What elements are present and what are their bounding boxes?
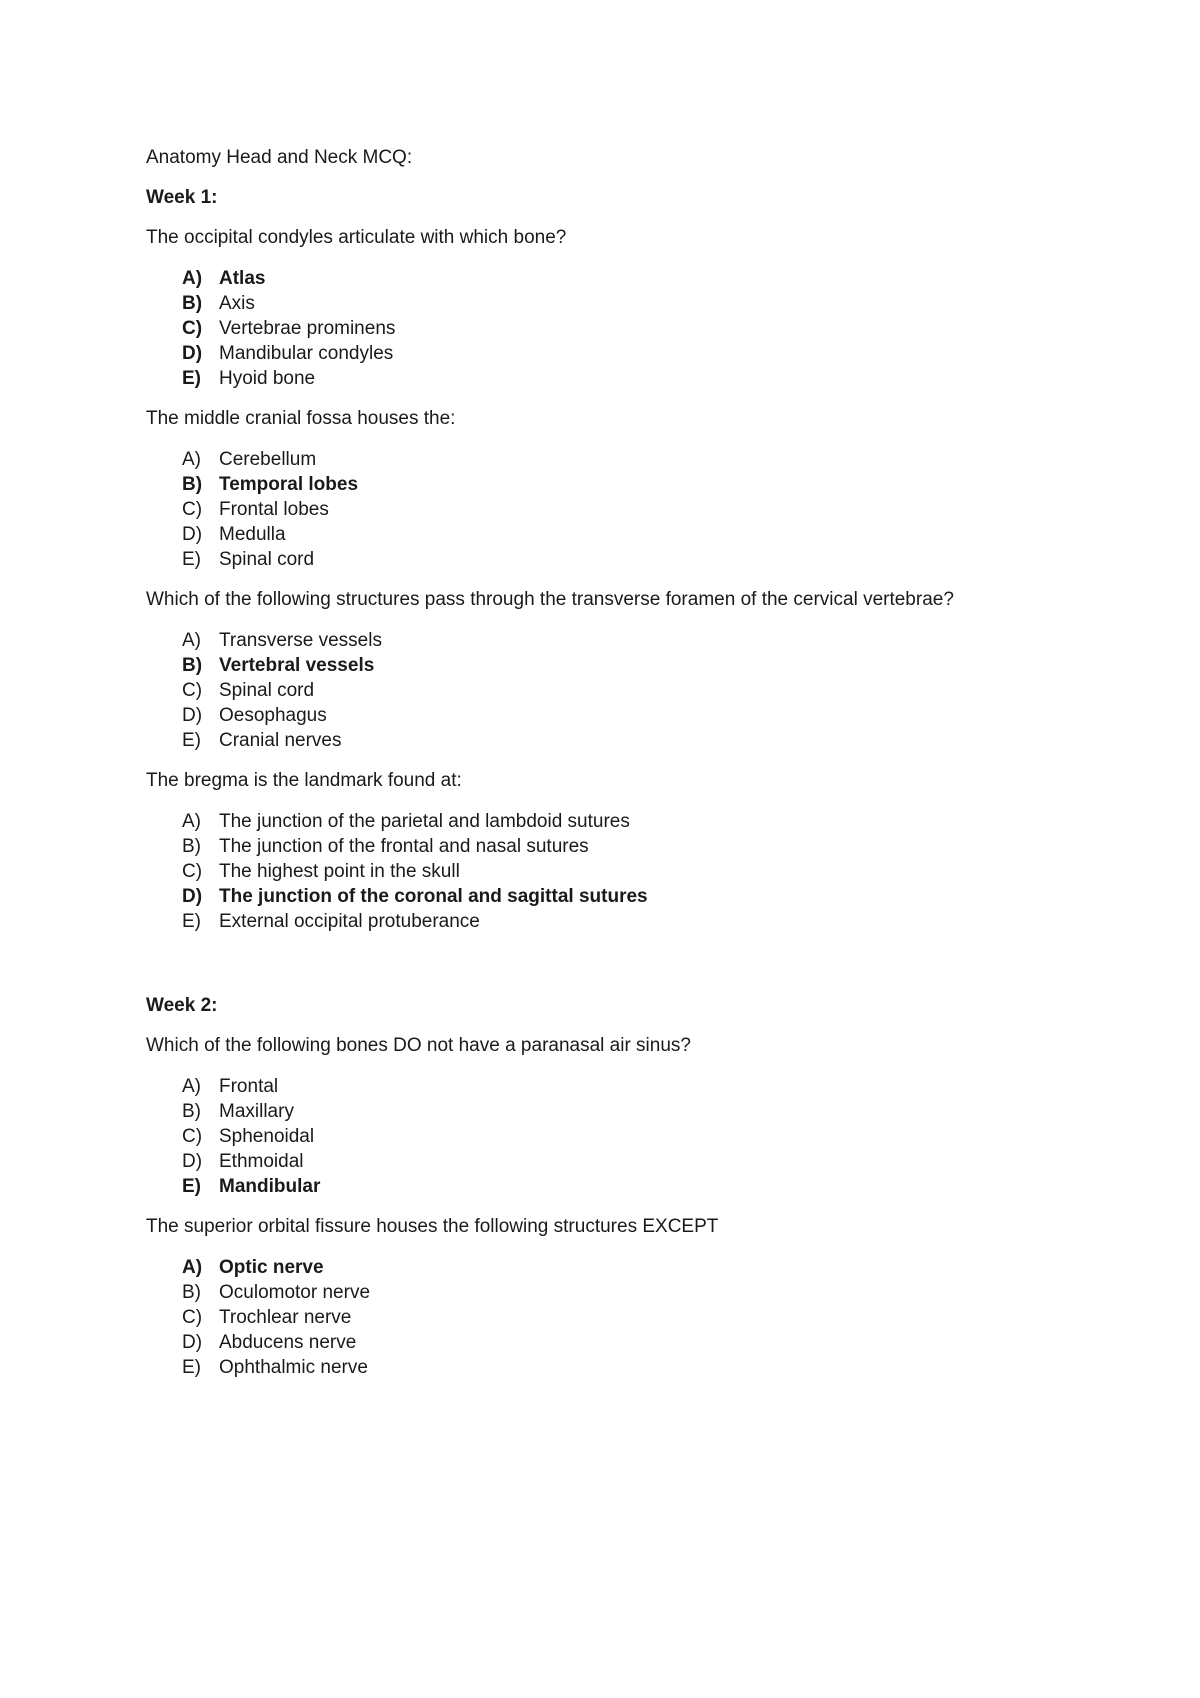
answer-option: [182, 366, 1106, 391]
option-text: Atlas: [219, 268, 266, 289]
option-letter: A): [182, 449, 201, 470]
answer-option: [182, 628, 1106, 653]
answer-option-correct: [182, 653, 1106, 678]
answer-options-list: [146, 1255, 1106, 1380]
answer-option: [182, 1074, 1106, 1099]
answer-option: [182, 497, 1106, 522]
answer-option: [182, 834, 1106, 859]
option-letter: C): [182, 680, 203, 701]
option-letter: C): [182, 1126, 203, 1147]
option-letter: E): [182, 368, 201, 389]
option-text: Vertebrae prominens: [219, 318, 396, 339]
answer-option: [182, 1330, 1106, 1355]
document-title: Anatomy Head and Neck MCQ:: [146, 147, 413, 168]
option-letter: A): [182, 1257, 203, 1278]
option-text: Axis: [219, 293, 255, 314]
answer-option: [182, 909, 1106, 934]
answer-option: [182, 1305, 1106, 1330]
option-text: Abducens nerve: [219, 1332, 357, 1353]
option-text: Sphenoidal: [219, 1126, 315, 1147]
option-letter: B): [182, 1282, 201, 1303]
answer-option-correct: [182, 884, 1106, 909]
answer-option: [182, 1355, 1106, 1380]
option-text: Optic nerve: [219, 1257, 324, 1278]
option-text: Maxillary: [219, 1101, 294, 1122]
option-text: Frontal: [219, 1076, 279, 1097]
weeks-container: [146, 186, 1106, 1380]
option-text: Spinal cord: [219, 549, 315, 570]
option-text: Ophthalmic nerve: [219, 1357, 368, 1378]
option-text: External occipital protuberance: [219, 911, 480, 932]
option-text: Mandibular: [219, 1176, 321, 1197]
option-letter: E): [182, 549, 201, 570]
option-text: The junction of the coronal and sagittal sutures: [219, 886, 648, 907]
answer-option-correct: [182, 472, 1106, 497]
option-letter: E): [182, 730, 201, 751]
option-text: Medulla: [219, 524, 286, 545]
answer-option-correct: [182, 1174, 1106, 1199]
option-letter: A): [182, 811, 201, 832]
answer-option: [182, 1099, 1106, 1124]
option-letter: E): [182, 1357, 201, 1378]
option-letter: C): [182, 499, 203, 520]
question-text: Which of the following structures pass through the transverse foramen of the cervical vertebrae?: [146, 589, 954, 610]
week-heading: Week 1:: [146, 187, 218, 208]
document-page: [146, 146, 1106, 1380]
option-letter: D): [182, 1151, 203, 1172]
answer-options-list: [146, 628, 1106, 753]
answer-options-list: [146, 1074, 1106, 1199]
option-letter: A): [182, 630, 201, 651]
answer-option: [182, 703, 1106, 728]
option-text: Temporal lobes: [219, 474, 359, 495]
option-text: Oesophagus: [219, 705, 327, 726]
option-text: The highest point in the skull: [219, 861, 460, 882]
answer-option: [182, 522, 1106, 547]
option-text: Hyoid bone: [219, 368, 316, 389]
answer-option: [182, 728, 1106, 753]
option-text: Transverse vessels: [219, 630, 382, 651]
option-letter: B): [182, 474, 203, 495]
answer-options-list: [146, 266, 1106, 391]
option-letter: E): [182, 1176, 201, 1197]
option-letter: E): [182, 911, 201, 932]
answer-option-correct: [182, 1255, 1106, 1280]
option-letter: C): [182, 318, 203, 339]
option-letter: D): [182, 1332, 203, 1353]
answer-options-list: [146, 447, 1106, 572]
option-letter: A): [182, 268, 203, 289]
option-text: Frontal lobes: [219, 499, 329, 520]
option-text: Vertebral vessels: [219, 655, 375, 676]
week-heading: Week 2:: [146, 995, 218, 1016]
question-text: Which of the following bones DO not have a paranasal air sinus?: [146, 1035, 691, 1056]
question-text: The middle cranial fossa houses the:: [146, 408, 456, 429]
question-text: The occipital condyles articulate with which bone?: [146, 227, 567, 248]
answer-option: [182, 678, 1106, 703]
option-letter: B): [182, 1101, 201, 1122]
option-text: Cerebellum: [219, 449, 317, 470]
option-letter: B): [182, 836, 201, 857]
answer-option: [182, 447, 1106, 472]
answer-option: [182, 859, 1106, 884]
option-text: Trochlear nerve: [219, 1307, 352, 1328]
option-text: Cranial nerves: [219, 730, 342, 751]
answer-option: [182, 809, 1106, 834]
option-letter: D): [182, 886, 203, 907]
answer-option: [182, 1280, 1106, 1305]
answer-option: [182, 316, 1106, 341]
answer-option: [182, 1124, 1106, 1149]
answer-option-correct: [182, 266, 1106, 291]
option-letter: C): [182, 1307, 203, 1328]
option-text: Oculomotor nerve: [219, 1282, 371, 1303]
answer-options-list: [146, 809, 1106, 934]
option-letter: C): [182, 861, 203, 882]
answer-option: [182, 1149, 1106, 1174]
option-letter: B): [182, 293, 203, 314]
option-text: Spinal cord: [219, 680, 315, 701]
option-letter: D): [182, 705, 203, 726]
answer-option: [182, 291, 1106, 316]
question-text: The bregma is the landmark found at:: [146, 770, 462, 791]
option-letter: D): [182, 343, 203, 364]
option-text: The junction of the parietal and lambdoid sutures: [219, 811, 630, 832]
option-text: Ethmoidal: [219, 1151, 304, 1172]
option-text: The junction of the frontal and nasal sutures: [219, 836, 589, 857]
option-letter: A): [182, 1076, 201, 1097]
option-text: Mandibular condyles: [219, 343, 394, 364]
answer-option: [182, 341, 1106, 366]
answer-option: [182, 547, 1106, 572]
option-letter: D): [182, 524, 203, 545]
question-text: The superior orbital fissure houses the following structures EXCEPT: [146, 1216, 719, 1237]
option-letter: B): [182, 655, 203, 676]
